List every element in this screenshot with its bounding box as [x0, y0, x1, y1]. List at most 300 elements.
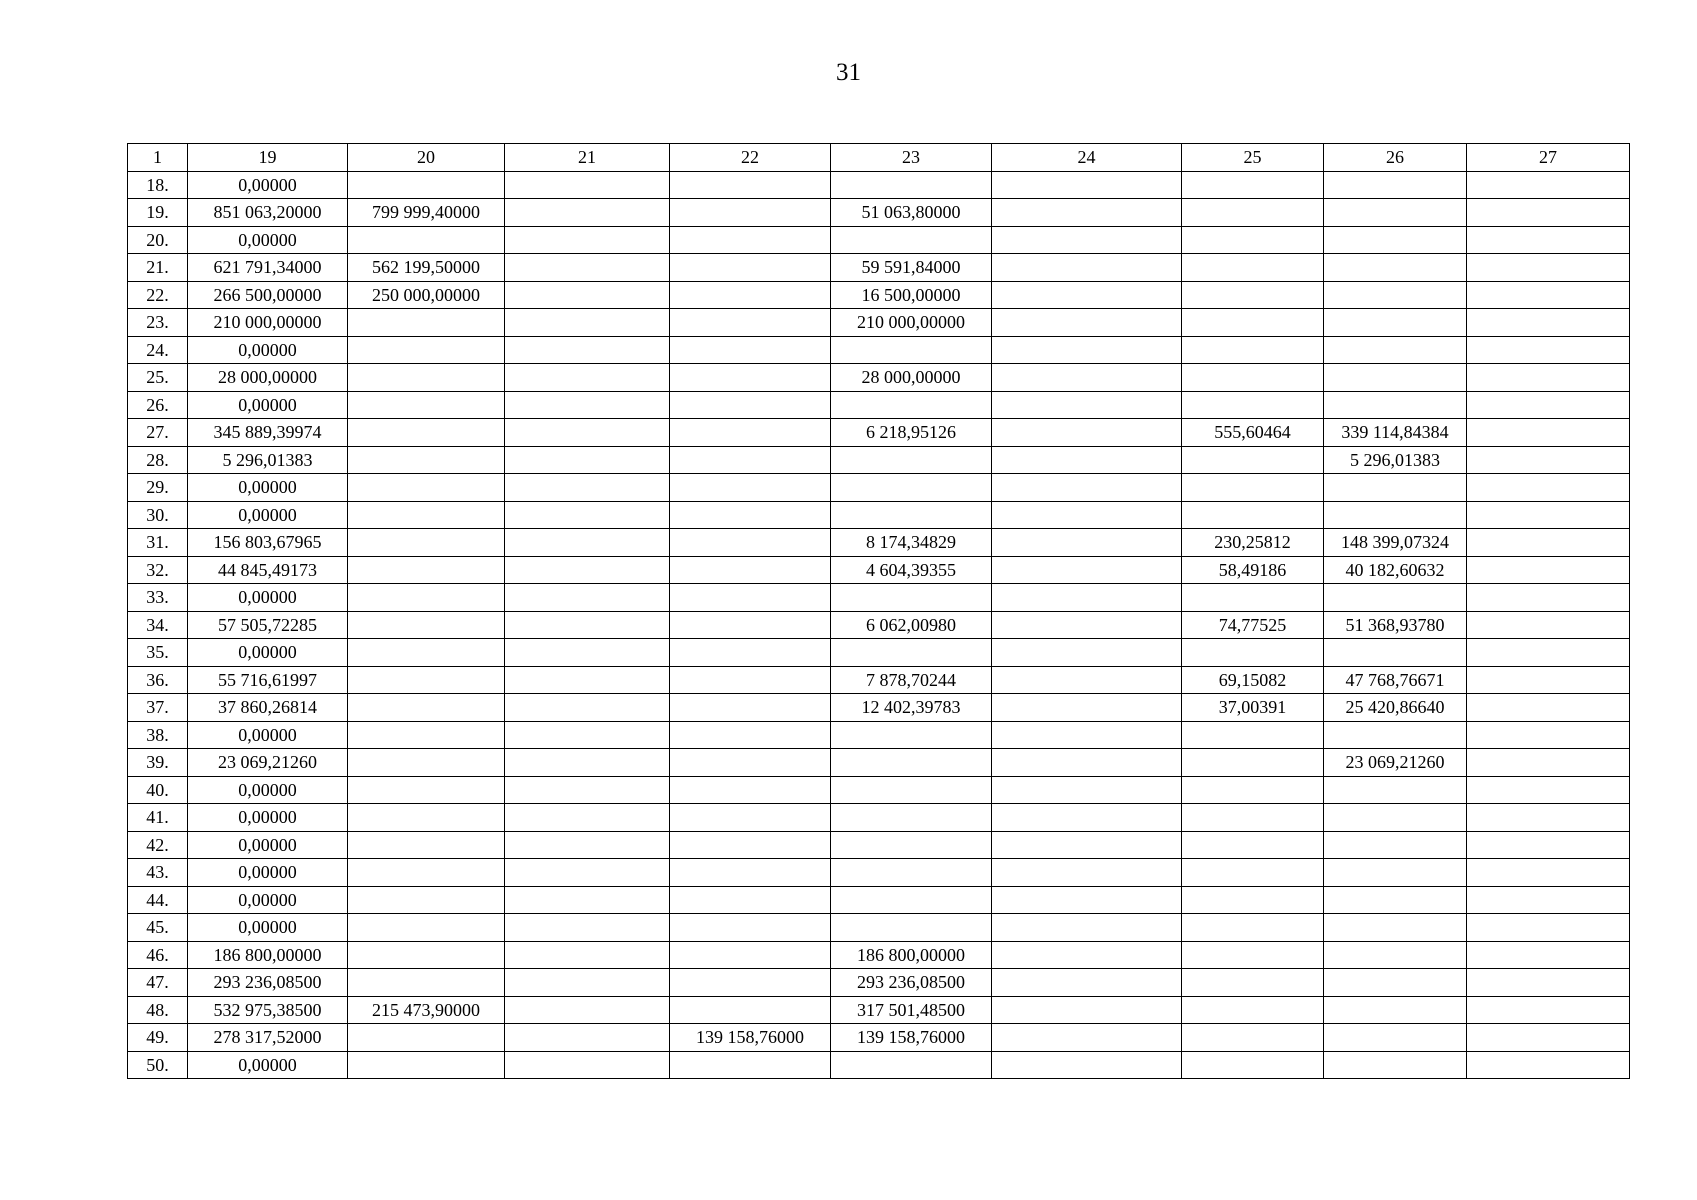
table-cell: [348, 914, 505, 942]
table-cell: [1182, 1051, 1324, 1079]
table-cell: [348, 419, 505, 447]
table-cell: [670, 969, 831, 997]
table-cell: 28 000,00000: [188, 364, 348, 392]
table-cell: [1182, 501, 1324, 529]
row-number-cell: 47.: [128, 969, 188, 997]
table-cell: 5 296,01383: [1324, 446, 1467, 474]
page-number: 31: [836, 59, 861, 86]
table-cell: [348, 694, 505, 722]
table-cell: [831, 721, 992, 749]
table-cell: [1467, 666, 1630, 694]
table-cell: [992, 474, 1182, 502]
table-cell: [1182, 776, 1324, 804]
column-header: 26: [1324, 144, 1467, 172]
table-cell: [1182, 226, 1324, 254]
table-cell: [1324, 281, 1467, 309]
table-row: [128, 309, 1630, 337]
table-cell: [670, 611, 831, 639]
table-cell: [505, 969, 670, 997]
table-cell: 6 062,00980: [831, 611, 992, 639]
table-cell: [992, 226, 1182, 254]
table-cell: [348, 831, 505, 859]
table-cell: [670, 419, 831, 447]
table-cell: [1467, 474, 1630, 502]
table-cell: [348, 1051, 505, 1079]
row-number-cell: 23.: [128, 309, 188, 337]
row-number-cell: 45.: [128, 914, 188, 942]
table-cell: [670, 529, 831, 557]
table-cell: [831, 776, 992, 804]
table-cell: 156 803,67965: [188, 529, 348, 557]
table-cell: [831, 474, 992, 502]
table-cell: [505, 199, 670, 227]
table-cell: [1182, 199, 1324, 227]
table-cell: [1324, 639, 1467, 667]
table-cell: [348, 804, 505, 832]
table-cell: [1467, 556, 1630, 584]
row-number-cell: 34.: [128, 611, 188, 639]
table-cell: [348, 666, 505, 694]
column-header: 23: [831, 144, 992, 172]
table-cell: 0,00000: [188, 639, 348, 667]
table-cell: 51 368,93780: [1324, 611, 1467, 639]
table-cell: [831, 446, 992, 474]
table-cell: [670, 584, 831, 612]
table-cell: [1324, 501, 1467, 529]
table-cell: [1182, 309, 1324, 337]
table-row: [128, 529, 1630, 557]
table-cell: 0,00000: [188, 391, 348, 419]
table-cell: 69,15082: [1182, 666, 1324, 694]
row-number-cell: 46.: [128, 941, 188, 969]
table-cell: [992, 556, 1182, 584]
table-cell: 47 768,76671: [1324, 666, 1467, 694]
table-cell: [348, 446, 505, 474]
table-cell: [505, 694, 670, 722]
table-cell: 0,00000: [188, 501, 348, 529]
column-header: 25: [1182, 144, 1324, 172]
table-cell: [670, 941, 831, 969]
table-row: [128, 1024, 1630, 1052]
table-cell: [1182, 996, 1324, 1024]
table-cell: [505, 501, 670, 529]
row-number-cell: 40.: [128, 776, 188, 804]
table-row: [128, 281, 1630, 309]
table-cell: [1467, 501, 1630, 529]
table-cell: 44 845,49173: [188, 556, 348, 584]
table-cell: [670, 694, 831, 722]
table-cell: [1467, 859, 1630, 887]
table-row: [128, 446, 1630, 474]
table-cell: [992, 1051, 1182, 1079]
table-cell: [1467, 281, 1630, 309]
table-cell: [1467, 831, 1630, 859]
table-cell: [992, 639, 1182, 667]
table-cell: [992, 969, 1182, 997]
table-cell: [1182, 886, 1324, 914]
table-cell: [505, 611, 670, 639]
table-cell: 5 296,01383: [188, 446, 348, 474]
table-cell: [831, 501, 992, 529]
table-cell: [1467, 446, 1630, 474]
table-cell: [1467, 694, 1630, 722]
table-cell: 51 063,80000: [831, 199, 992, 227]
table-row: [128, 336, 1630, 364]
table-cell: [505, 309, 670, 337]
table-row: [128, 1051, 1630, 1079]
table-cell: [505, 776, 670, 804]
table-cell: [992, 501, 1182, 529]
table-cell: [348, 721, 505, 749]
table-cell: [1324, 226, 1467, 254]
table-cell: [1182, 721, 1324, 749]
table-cell: 339 114,84384: [1324, 419, 1467, 447]
table-cell: [1467, 309, 1630, 337]
table-row: [128, 254, 1630, 282]
table-cell: [992, 391, 1182, 419]
table-cell: 40 182,60632: [1324, 556, 1467, 584]
table-cell: [348, 474, 505, 502]
table-cell: [670, 171, 831, 199]
table-cell: [831, 226, 992, 254]
table-row: [128, 199, 1630, 227]
table-row: [128, 364, 1630, 392]
table-cell: [992, 584, 1182, 612]
table-cell: [831, 171, 992, 199]
table-cell: [505, 171, 670, 199]
table-cell: 555,60464: [1182, 419, 1324, 447]
table-cell: [1467, 941, 1630, 969]
table-cell: 148 399,07324: [1324, 529, 1467, 557]
data-table: [127, 143, 1630, 1079]
table-cell: [1324, 254, 1467, 282]
table-cell: [1182, 639, 1324, 667]
row-number-cell: 42.: [128, 831, 188, 859]
table-cell: [1467, 171, 1630, 199]
table-cell: [505, 639, 670, 667]
table-cell: 8 174,34829: [831, 529, 992, 557]
table-cell: [348, 941, 505, 969]
row-number-cell: 30.: [128, 501, 188, 529]
table-cell: [505, 804, 670, 832]
table-row: [128, 721, 1630, 749]
table-cell: [505, 556, 670, 584]
table-body: [128, 171, 1630, 1079]
table-cell: [1324, 914, 1467, 942]
table-cell: [1467, 886, 1630, 914]
table-cell: [1467, 584, 1630, 612]
table-cell: [1182, 969, 1324, 997]
table-cell: [831, 749, 992, 777]
table-cell: [992, 419, 1182, 447]
table-cell: [831, 886, 992, 914]
column-header: 20: [348, 144, 505, 172]
table-cell: [505, 941, 670, 969]
table-cell: [1324, 391, 1467, 419]
row-number-cell: 24.: [128, 336, 188, 364]
table-cell: [1467, 721, 1630, 749]
table-cell: [831, 639, 992, 667]
column-header: 21: [505, 144, 670, 172]
table-cell: [670, 309, 831, 337]
row-number-cell: 19.: [128, 199, 188, 227]
table-cell: [1467, 996, 1630, 1024]
table-cell: [992, 666, 1182, 694]
table-cell: [992, 776, 1182, 804]
table-row: [128, 914, 1630, 942]
table-cell: [992, 364, 1182, 392]
table-cell: [670, 254, 831, 282]
row-number-cell: 41.: [128, 804, 188, 832]
table-cell: [348, 501, 505, 529]
row-number-cell: 28.: [128, 446, 188, 474]
row-number-cell: 26.: [128, 391, 188, 419]
table-cell: [670, 199, 831, 227]
table-cell: 532 975,38500: [188, 996, 348, 1024]
table-cell: [670, 364, 831, 392]
table-cell: [670, 804, 831, 832]
table-cell: [992, 831, 1182, 859]
table-cell: [831, 914, 992, 942]
table-cell: [670, 886, 831, 914]
table-cell: [348, 859, 505, 887]
table-cell: 23 069,21260: [188, 749, 348, 777]
row-number-cell: 50.: [128, 1051, 188, 1079]
table-cell: 12 402,39783: [831, 694, 992, 722]
table-cell: [348, 1024, 505, 1052]
table-cell: [1182, 584, 1324, 612]
table-cell: 0,00000: [188, 804, 348, 832]
table-cell: [348, 364, 505, 392]
table-cell: [1182, 804, 1324, 832]
row-number-cell: 36.: [128, 666, 188, 694]
table-cell: [505, 226, 670, 254]
table-row: [128, 391, 1630, 419]
table-cell: [505, 996, 670, 1024]
table-cell: [831, 859, 992, 887]
table-cell: [992, 941, 1182, 969]
table-cell: [348, 226, 505, 254]
table-cell: [505, 391, 670, 419]
table-cell: [1467, 776, 1630, 804]
table-row: [128, 694, 1630, 722]
table-cell: [1324, 804, 1467, 832]
table-cell: [1182, 336, 1324, 364]
table-cell: [670, 226, 831, 254]
table-cell: 7 878,70244: [831, 666, 992, 694]
table-cell: 0,00000: [188, 226, 348, 254]
row-number-cell: 29.: [128, 474, 188, 502]
table-cell: 4 604,39355: [831, 556, 992, 584]
table-cell: 0,00000: [188, 474, 348, 502]
table-row: [128, 776, 1630, 804]
table-cell: [505, 446, 670, 474]
table-cell: [992, 529, 1182, 557]
table-row: [128, 419, 1630, 447]
table-cell: [1182, 749, 1324, 777]
table-cell: [992, 996, 1182, 1024]
table-cell: [992, 281, 1182, 309]
table-cell: [1324, 364, 1467, 392]
row-number-cell: 48.: [128, 996, 188, 1024]
table-cell: [1324, 859, 1467, 887]
table-cell: [1467, 914, 1630, 942]
table-cell: 0,00000: [188, 859, 348, 887]
table-cell: [992, 336, 1182, 364]
table-cell: [670, 446, 831, 474]
table-cell: [992, 199, 1182, 227]
table-cell: 16 500,00000: [831, 281, 992, 309]
table-cell: [1324, 941, 1467, 969]
table-cell: [348, 969, 505, 997]
table-row: [128, 584, 1630, 612]
table-cell: [831, 584, 992, 612]
table-cell: 37,00391: [1182, 694, 1324, 722]
table-cell: [505, 281, 670, 309]
table-cell: [831, 1051, 992, 1079]
table-row: [128, 831, 1630, 859]
table-cell: 851 063,20000: [188, 199, 348, 227]
table-cell: 621 791,34000: [188, 254, 348, 282]
table-cell: [1324, 969, 1467, 997]
table-cell: [670, 776, 831, 804]
table-cell: [992, 859, 1182, 887]
table-cell: 0,00000: [188, 721, 348, 749]
table-cell: [505, 831, 670, 859]
table-cell: [1324, 171, 1467, 199]
table-cell: [348, 776, 505, 804]
table-cell: [670, 831, 831, 859]
table-row: [128, 804, 1630, 832]
table-cell: [1467, 749, 1630, 777]
row-number-cell: 22.: [128, 281, 188, 309]
table-cell: [670, 859, 831, 887]
table-cell: 293 236,08500: [188, 969, 348, 997]
table-cell: [348, 611, 505, 639]
table-cell: [1324, 886, 1467, 914]
header-row: [128, 144, 1630, 172]
row-number-cell: 43.: [128, 859, 188, 887]
table-cell: [670, 914, 831, 942]
table-cell: [505, 419, 670, 447]
table-cell: [992, 309, 1182, 337]
table-cell: [348, 336, 505, 364]
table-cell: [1467, 639, 1630, 667]
table-cell: [348, 391, 505, 419]
table-cell: 215 473,90000: [348, 996, 505, 1024]
table-cell: [670, 501, 831, 529]
table-cell: 278 317,52000: [188, 1024, 348, 1052]
table-cell: [1467, 254, 1630, 282]
row-number-cell: 44.: [128, 886, 188, 914]
table-cell: [348, 556, 505, 584]
table-cell: 23 069,21260: [1324, 749, 1467, 777]
table-cell: [670, 996, 831, 1024]
table-cell: 186 800,00000: [831, 941, 992, 969]
table-cell: [1182, 364, 1324, 392]
table-row: [128, 556, 1630, 584]
table-cell: [1182, 281, 1324, 309]
table-cell: [1324, 1024, 1467, 1052]
table-row: [128, 611, 1630, 639]
table-cell: 293 236,08500: [831, 969, 992, 997]
table-cell: [1467, 1051, 1630, 1079]
table-cell: [1467, 391, 1630, 419]
table-cell: [1467, 336, 1630, 364]
table-cell: 186 800,00000: [188, 941, 348, 969]
table-cell: [1324, 776, 1467, 804]
table-cell: [505, 474, 670, 502]
table-cell: [831, 336, 992, 364]
table-cell: [670, 556, 831, 584]
table-cell: [348, 749, 505, 777]
row-number-cell: 49.: [128, 1024, 188, 1052]
table-cell: [505, 886, 670, 914]
table-row: [128, 941, 1630, 969]
table-cell: [992, 611, 1182, 639]
table-cell: [505, 1024, 670, 1052]
table-cell: [1324, 721, 1467, 749]
table-cell: [348, 171, 505, 199]
table-cell: [1182, 941, 1324, 969]
table-cell: 139 158,76000: [670, 1024, 831, 1052]
table-cell: [1324, 584, 1467, 612]
table-cell: 0,00000: [188, 776, 348, 804]
table-cell: [831, 831, 992, 859]
table-cell: [348, 584, 505, 612]
table-row: [128, 886, 1630, 914]
table-cell: [992, 749, 1182, 777]
table-row: [128, 474, 1630, 502]
table-cell: [1324, 831, 1467, 859]
table-cell: [992, 1024, 1182, 1052]
table-cell: 250 000,00000: [348, 281, 505, 309]
table-cell: [670, 639, 831, 667]
table-cell: [1324, 336, 1467, 364]
table-cell: [670, 721, 831, 749]
table-cell: [1182, 914, 1324, 942]
table-cell: 58,49186: [1182, 556, 1324, 584]
column-header: 27: [1467, 144, 1630, 172]
row-number-cell: 32.: [128, 556, 188, 584]
table-cell: [1182, 446, 1324, 474]
row-number-cell: 37.: [128, 694, 188, 722]
table-cell: [1467, 1024, 1630, 1052]
table-cell: 0,00000: [188, 831, 348, 859]
table-row: [128, 859, 1630, 887]
table-cell: [1324, 1051, 1467, 1079]
table-cell: 210 000,00000: [188, 309, 348, 337]
table-cell: [1182, 1024, 1324, 1052]
table-cell: 37 860,26814: [188, 694, 348, 722]
table-cell: [831, 804, 992, 832]
table-cell: [505, 914, 670, 942]
table-cell: 317 501,48500: [831, 996, 992, 1024]
table-cell: 6 218,95126: [831, 419, 992, 447]
table-cell: [505, 529, 670, 557]
table-cell: 210 000,00000: [831, 309, 992, 337]
table-cell: [670, 281, 831, 309]
row-number-cell: 39.: [128, 749, 188, 777]
column-header: 24: [992, 144, 1182, 172]
table-cell: [505, 749, 670, 777]
row-number-cell: 20.: [128, 226, 188, 254]
table-cell: [1467, 419, 1630, 447]
table-cell: [992, 721, 1182, 749]
row-number-cell: 25.: [128, 364, 188, 392]
table-cell: 230,25812: [1182, 529, 1324, 557]
column-header: 19: [188, 144, 348, 172]
